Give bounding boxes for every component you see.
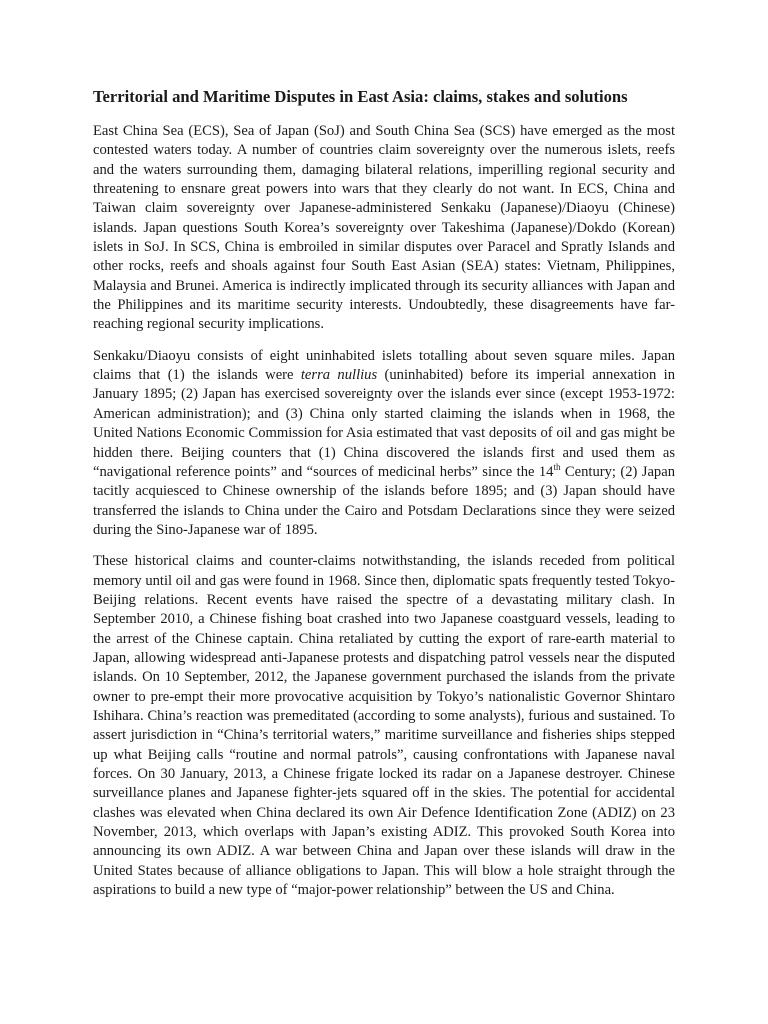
paragraph-senkaku-text-1: Senkaku/Diaoyu consists of eight uninhabited islets totalling about seven square miles. Japan claims that (1) the islands were (93, 347, 675, 384)
paragraph-intro: East China Sea (ECS), Sea of Japan (SoJ) and South China Sea (SCS) have emerged as the most contested waters today. A number of countries claim sovereignty over the numerous islets, reefs and the waters surrounding them, damaging bilateral relations, imperilling regional security and threatening to ensnare great powers into wars that they clearly do not want. In ECS, China and Taiwan claim sovereignty over Japanese-administered Senkaku (Japanese)/Diaoyu (Chinese) islands. Japan questions South Korea’s sovereignty over Takeshima (Japanese)/Dokdo (Korean) islets in SoJ. In SCS, China is embroiled in similar disputes over Paracel and Spratly Islands and other rocks, reefs and shoals against four South East Asian (SEA) states: Vietnam, Philippines, Malaysia and Brunei. America is indirectly implicated through its security alliances with Japan and the Philippines and its maritime security interests. Undoubtedly, these disagreements have far-reaching regional security implications. (93, 123, 675, 333)
paragraph-senkaku-text-2: (uninhabited) before its imperial annexation in January 1895; (2) Japan has exercised sovereignty over the islands ever since (except 1953-1972: American administration); and (3) China only started claiming the islands when in 1968, the United Nations Economic Commission for Asia estimated that vast deposits of oil and gas might be hidden there. Beijing counters that (1) China discovered the islands first and used them as “navigational reference points” and “sources of medicinal herbs” since the 14 (93, 367, 675, 480)
superscript-th: th (553, 461, 561, 472)
paragraph-recent-events: These historical claims and counter-claims notwithstanding, the islands receded from political memory until oil and gas were found in 1968. Since then, diplomatic spats frequently tested Tokyo-Beijing relations. Recent events have raised the spectre of a devastating military clash. In September 2010, a Chinese fishing boat crashed into two Japanese coastguard vessels, leading to the arrest of the Chinese captain. China retaliated by cutting the export of rare-earth material to Japan, allowing widespread anti-Japanese protests and dispatching patrol vessels near the disputed islands. On 10 September, 2012, the Japanese government purchased the islands from the private owner to pre-empt their more provocative acquisition by Tokyo’s nationalistic Governor Shintaro Ishihara. China’s reaction was premeditated (according to some analysts), furious and sustained. To assert jurisdiction in “China’s territorial waters,” maritime surveillance and fisheries ships stepped up what Beijing calls “routine and normal patrols”, causing confrontations with Japanese naval forces. On 30 January, 2013, a Chinese frigate locked its radar on a Japanese destroyer. Chinese surveillance planes and Japanese fighter-jets squared off in the skies. The potential for accidental clashes was elevated when China declared its own Air Defence Identification Zone (ADIZ) on 23 November, 2013, which overlaps with Japan’s existing ADIZ. This provoked South Korea into announcing its own ADIZ. A war between China and Japan over these islands will draw in the United States because of alliance obligations to Japan. This will blow a hole straight through the aspirations to build a new type of “major-power relationship” between the US and China. (93, 553, 675, 899)
paragraph-senkaku-claims (93, 347, 675, 540)
paragraph-senkaku-text-3: Century; (2) Japan tacitly acquiesced to Chinese ownership of the islands before 1895; and (3) Japan should have transferred the islands to China under the Cairo and Potsdam Declarations since they were seized during the Sino-Japanese war of 1895. (93, 463, 675, 538)
document-title: Territorial and Maritime Disputes in East Asia: claims, stakes and solutions (93, 87, 628, 106)
document-page (93, 86, 675, 912)
terra-nullius-italic: terra nullius (300, 367, 378, 384)
